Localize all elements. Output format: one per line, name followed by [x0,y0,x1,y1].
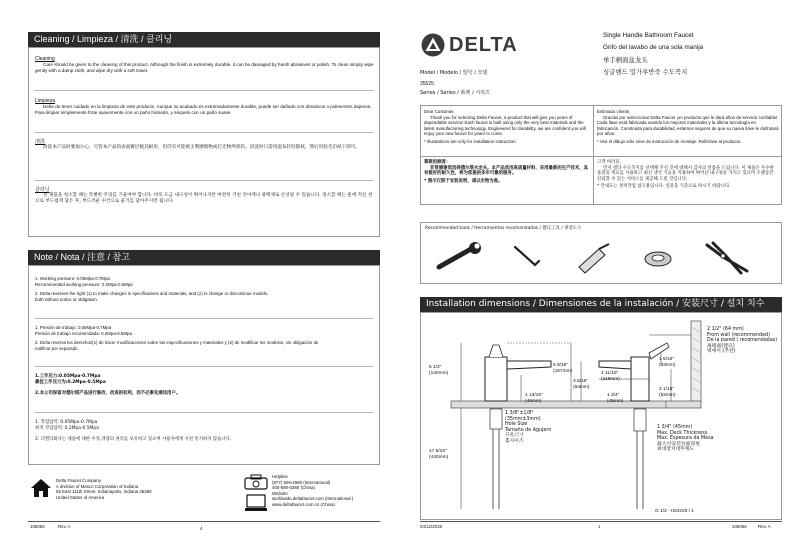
footer-rule [420,521,782,522]
website-label: Website [272,490,288,496]
revision: Rev. A [58,524,71,529]
note-line: 1. Presión de trabajo: 0.05Mpa-0.7Mpa [35,325,112,330]
doc-number: 105066 [30,524,45,529]
salutation: Estimado cliente, [597,109,631,114]
helpline-label: Helpline [272,474,288,479]
illustration-note: * Vea el dibujo sólo sirve de instrucción de montaje. Refiérase al producto. [597,138,742,144]
intro-text: Gracias por seleccionar Delta Faucet ¡un producto que le dará años de servicio confiable! Cada llave está fabricada usando los mejores materiales y la última tecnología en fabricación. Construida para durabilidad, estamos seguros de que su nueva llave le disfrutará por años. [597,114,779,136]
title-zh: 单手柄面盆龙头 [603,56,648,64]
cleaning-body-en: Care should be given to the cleaning of this product. Although the finish is extremely durable, it can be damaged by harsh abrasives or polish. To clean simply wipe gently with a damp cloth, and wipe dry with a soft towel. [35,62,374,73]
dim-value: 6 9/16" [553,363,569,368]
cleaning-ko [35,187,375,208]
dim-value: Max. Deck Thickness [657,430,708,436]
dim-label [607,393,624,404]
dim-value: (46mm) [525,398,542,404]
note-box [28,265,380,465]
pliers-icon [703,241,753,275]
revision: Rev. A [758,524,771,529]
cleaning-body-zh: 清洗本产品时要加小心。尽管本产品的表面镀层极其耐用，但仍有可能被尖利摩擦物或打光物所损伤。清洗时只需用湿布轻轻擦拭，然后用软毛巾拭干即可。 [43,145,360,150]
dim-value: (140mm) [429,370,449,376]
dim-label [659,357,676,368]
illustration-note: * 图示仅限于安装说明，请以实物为准。 [424,178,503,184]
dim-value: 1 13/16" [525,393,543,398]
washer-icon [643,247,673,271]
intro-text: 먼저 델타 수도꼭지를 선택해 주신 것에 대해서 감사의 말씀을 드립니다. 이 제품은 우수한 품질의 재료를 사용하고 최신 생산 기술을 적용하여 뛰어난 내구성을 가지고 있으며 오랫동안 신뢰할 수 있는 서비스를 제공해 드릴 것입니다. [597,165,774,182]
delta-logo [420,32,530,58]
title-en: Single Handle Bathroom Faucet [603,32,694,39]
dim-value: 离墙面(建议) [707,343,735,349]
dim-value: 1 3/4" [607,393,620,398]
illustration-note: * 안내도는 설치작업 참고용입니다. 실물을 기준으로 하시기 바랍니다. [597,184,731,189]
note-line: 2. 더엘타회사는 제품에 대한 수정,개량의 권리를 보유하고 있으며 사용자에게 사전 통지하지 않습니다. [35,437,232,442]
hole-size-label [505,411,551,445]
note-es [35,325,375,351]
dim-value: 最大可安装台面厚度 [657,441,701,447]
intro-es [597,109,779,144]
divider [421,156,781,157]
doc-number: 105066 [732,524,747,529]
dim-value: 2 1/2" (64 mm) [707,327,744,332]
cleaning-en [35,56,375,77]
house-icon [30,478,52,498]
model-label: Model / Modelo / 型号 / 모델 [420,70,488,76]
intro-text: Thank you for selecting Delta Faucet, a product that will give you years of dependable service! Each faucet is built using only the very best materials and the latest manufacturing technology. Engineered for durability, we are confident you will enjoy your new faucet for years to come. [424,114,586,136]
cleaning-header: Cleaning / Limpieza / 清洗 / 클리닝 [28,32,380,47]
note-line: notificar por separado. [35,345,79,351]
cleaning-title-es: Limpieza [35,98,56,104]
note-line: 2.本公司保留对德尔塔产品进行修改、改进的权利，而不必事先通知用户。 [35,391,181,396]
dim-value: 5 1/2" [429,365,442,370]
cleaning-box [28,47,380,237]
note-line: 1. 작업압력: 0.05Mpa-0.7Mpa [35,420,98,425]
phone-number: (877) 509-2680 (International) [272,479,331,485]
dim-label [525,393,543,404]
website-url[interactable]: www.deltafaucet.com.cn (China) [272,501,335,507]
title-ko: 싱글핸드 밀가루반죽 수도꼭지 [603,68,688,76]
cleaning-title-zh: 清洗 [35,139,46,145]
note-en [35,276,375,302]
page-number: 4 [200,526,203,531]
dim-value: (45mm) [607,398,624,404]
divider [34,412,374,413]
cleaning-body-es: Debe de tener cuidado en la limpieza de este producto. Aunque su acabado es extremadamente durable, puede ser dañado con abrasivos o pulimentos ásperos. Para limpiar simplemente frote suavemente con un paño húmedo, y séquelo con un paño suave. [35,104,372,115]
dim-value: (35mm±3mm) [505,416,541,422]
computer-icon [244,494,268,512]
cleaning-zh [35,139,375,154]
dim-value: 4 11/16" [601,371,619,376]
dim-value: From wall (recommended) [707,332,770,338]
dim-value: 开孔尺寸 [505,433,525,439]
wall-distance-label [707,327,777,355]
phone-icon [244,474,268,490]
dim-value: 최대장치대두께도 [657,447,695,453]
note-line: 1. Working pressure: 0.05Mpa-0.7Mpa [35,276,110,281]
dim-value: 홀사이즈 [505,438,524,444]
divider [34,132,374,133]
installation-header: Installation dimensions / Dimensiones de la instalación / 安装尺寸 / 설치 치수 [420,297,782,312]
intro-ko [597,160,779,190]
installation-diagram [420,312,782,520]
dim-label [659,387,676,398]
hex-key-icon [511,243,541,273]
dim-value: 벽에서 (추천) [707,349,736,355]
illustration-note: * Illustrations are only for installation instruction. [424,138,517,144]
note-line: 2. Delta reserves the right (1) to make changes in specifications and materials, and (2) to change or discontinue models, [35,291,269,296]
dim-value: Hole Size [505,422,528,428]
company-address [56,478,236,500]
note-line: Presión de trabajo recomendada: 0.2Mpa-0.5Mpa [35,330,132,336]
divider [34,180,374,181]
model-info [420,70,590,97]
dim-value: 1 3/8"±1/8" [505,411,534,416]
divider [34,366,374,367]
note-line: 最佳工作压力为:0.2Mpa-0.5Mpa [35,379,106,385]
date: 04/12/2019 [420,524,442,529]
series-label: Series / Series / 系列 / 시리즈 [420,90,490,96]
note-line: 2. Delta reserva los derechos(1) de hacer modificaciones sobre las especificaciones y materiales y (2) de modificar los modelos, sin obligación de [35,340,319,345]
product-titles [603,30,783,78]
cleaning-es [35,98,375,119]
cleaning-body-ko: 본 제품을 청소할 때는 특별한 주의를 기울여야 합니다. 비록 도금 내구성이 뛰어나지만 여전히 거친 연마재나 광택제로 손상될 수 있습니다. 청소할 때는 물에 적신 천으로 부드럽게 닦은 후, 부드러운 수건으로 물기를 닦아주시면 됩니다. [35,193,373,204]
dim-value: 1 3/4" (45mm) [657,425,693,430]
dim-label [429,449,448,460]
note-header: Note / Nota / 注意 / 참고 [28,250,380,265]
dim-value: 17 5/16" [429,449,447,454]
dim-value: (119mm) [601,376,620,382]
address-line: A division of Masco Corporation of Indiana [56,483,139,489]
delta-logo-icon [420,33,446,57]
title-es: Grifo del lavabo de una sola manija [603,44,704,51]
dim-value: 3.5/16" [573,379,589,384]
website-url[interactable]: worldwide.deltafaucet.com (International ) [272,496,354,501]
wrench-icon [435,243,485,273]
address-line: 55 East 111th Street, Indianapolis, Indiana 46280 [56,489,152,494]
tools-box [420,222,782,284]
dim-label [573,379,590,390]
note-line: 최적 작업압력: 0.2Mpa-0.5Mpa [35,425,99,431]
cleaning-title-en: Cleaning [35,56,55,62]
brand-wordmark: DELTA [449,33,518,56]
dim-value: 2 1/16" [659,387,675,392]
intro-box [420,105,782,205]
page-number: 1 [598,524,601,529]
tools-label: Recommended tools / Herramientas recomendadas / 建议工具 / 권장도구 [425,226,582,231]
note-line: 1.工作压力:0.05Mpa-0.7Mpa [35,374,101,379]
intro-en [424,109,590,144]
intro-text: 非常感谢您选择德尔塔水龙头。本产品选用高质量材料，采用最新的生产技术，具有极好的耐久性，将为您提供多年可靠的服务。 [424,165,589,176]
dim-label [601,371,620,382]
dim-value: (33mm) [659,362,676,368]
note-line: both without notice or obligation. [35,296,98,302]
note-zh [35,374,375,397]
dim-value: De la pared ( recomendadas) [707,338,778,344]
dim-value: (440mm) [429,454,449,460]
phone-number: 400-880-0360 (China) [272,485,315,490]
intro-zh [424,160,590,184]
divider [34,318,374,319]
salutation: 고객 여러분, [597,160,621,165]
address-line: United States of America [56,494,105,500]
dim-value: Max. Espesura da Mesa [657,436,714,442]
dim-label [429,365,448,376]
salutation: 尊敬的顾客： [424,160,451,165]
model-number: 35525 [420,80,434,87]
note-line: Recommended working pressure: 0.2Mpa-0.5Mpa [35,281,133,287]
dim-value: 1 5/16" [659,357,675,362]
footer-rule [28,521,380,522]
thread-label: G 1/2 - ISO228 / 1 [655,509,694,514]
sealant-tube-icon [571,243,615,273]
dim-value: (84mm) [573,384,590,390]
dim-value: (52mm) [659,392,676,398]
dim-label [553,363,572,374]
divider [34,90,374,91]
cleaning-title-ko: 클리닝 [35,187,50,193]
company-name: Delta Faucet Company [56,478,101,483]
dim-value: (167mm) [553,368,573,374]
divider [593,106,594,204]
note-ko [35,420,375,443]
deck-thickness-label [657,425,714,453]
dim-value: Tamaño de Agujero [505,427,552,433]
salutation: Dear Customer, [424,109,455,114]
contact-info [272,474,402,507]
